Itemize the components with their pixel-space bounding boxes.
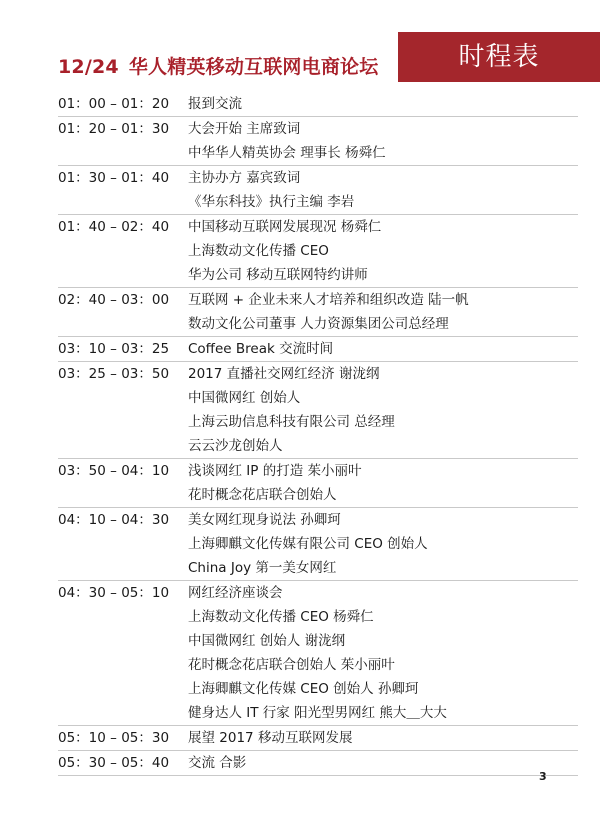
session-detail: 华为公司 移动互联网特约讲师 (188, 267, 368, 283)
time-slot: 03：25 – 03：50 (58, 366, 170, 382)
time-slot: 02：40 – 03：00 (58, 292, 170, 308)
schedule-row (58, 459, 578, 508)
schedule-row (58, 215, 578, 288)
session-detail: 上海数动文化传播 CEO 杨舜仁 (188, 609, 374, 625)
session-detail: 上海卿麒文化传媒 CEO 创始人 孙卿珂 (188, 681, 419, 697)
schedule-badge: 时程表 (398, 32, 600, 82)
session-detail: China Joy 第一美女网红 (188, 560, 337, 576)
session-title: 交流 合影 (188, 755, 247, 771)
session-details (188, 215, 578, 287)
session-detail: 上海云助信息科技有限公司 总经理 (188, 414, 395, 430)
time-slot: 03：10 – 03：25 (58, 341, 170, 357)
session-details (188, 581, 578, 725)
session-detail: 中国微网红 创始人 (188, 390, 301, 406)
page-number: 3 (539, 770, 547, 783)
event-title: 华人精英移动互联网电商论坛 (128, 56, 379, 78)
session-details (188, 117, 578, 165)
schedule-row (58, 581, 578, 726)
session-details (188, 508, 578, 580)
session-details (188, 726, 578, 750)
session-detail: 数动文化公司董事 人力资源集团公司总经理 (188, 316, 449, 332)
session-detail: 中华华人精英协会 理事长 杨舜仁 (188, 145, 386, 161)
schedule-row (58, 751, 578, 776)
session-details (188, 751, 578, 775)
schedule-row (58, 337, 578, 362)
time-slot: 04：10 – 04：30 (58, 512, 170, 528)
session-title: 报到交流 (188, 96, 242, 112)
session-details (188, 166, 578, 214)
session-title: 大会开始 主席致词 (188, 121, 301, 137)
session-details (188, 92, 578, 116)
schedule-row (58, 726, 578, 751)
session-title: 浅谈网红 IP 的打造 茱小丽叶 (188, 463, 362, 479)
time-slot: 04：30 – 05：10 (58, 585, 170, 601)
session-title: 2017 直播社交网红经济 谢泷纲 (188, 366, 380, 382)
session-detail: 《华东科技》执行主编 李岩 (188, 194, 355, 210)
schedule-table (58, 92, 578, 776)
time-slot: 01：20 – 01：30 (58, 121, 170, 137)
session-detail: 云云沙龙创始人 (188, 438, 283, 454)
session-detail: 花时概念花店联合创始人 茱小丽叶 (188, 657, 395, 673)
session-title: 中国移动互联网发展现况 杨舜仁 (188, 219, 382, 235)
schedule-row (58, 117, 578, 166)
session-title: 展望 2017 移动互联网发展 (188, 730, 353, 746)
session-title: 网红经济座谈会 (188, 585, 283, 601)
time-slot: 01：30 – 01：40 (58, 170, 170, 186)
time-slot: 05：30 – 05：40 (58, 755, 170, 771)
session-details (188, 362, 578, 458)
time-slot: 03：50 – 04：10 (58, 463, 170, 479)
schedule-row (58, 362, 578, 459)
session-detail: 上海卿麒文化传媒有限公司 CEO 创始人 (188, 536, 428, 552)
time-slot: 01：40 – 02：40 (58, 219, 170, 235)
session-title: 主协办方 嘉宾致词 (188, 170, 301, 186)
session-details (188, 288, 578, 336)
session-title: 互联网 + 企业未来人才培养和组织改造 陆一帆 (188, 292, 469, 308)
session-detail: 健身达人 IT 行家 阳光型男网红 熊大＿大大 (188, 705, 447, 721)
session-details (188, 337, 578, 361)
session-title: Coffee Break 交流时间 (188, 341, 334, 357)
schedule-row (58, 166, 578, 215)
session-title: 美女网红现身说法 孙卿珂 (188, 512, 341, 528)
schedule-row (58, 508, 578, 581)
time-slot: 01：00 – 01：20 (58, 96, 170, 112)
event-date: 12/24 (58, 56, 119, 78)
session-detail: 中国微网红 创始人 谢泷纲 (188, 633, 346, 649)
session-detail: 花时概念花店联合创始人 (188, 487, 337, 503)
page-title (58, 52, 378, 79)
schedule-row (58, 92, 578, 117)
time-slot: 05：10 – 05：30 (58, 730, 170, 746)
session-details (188, 459, 578, 507)
session-detail: 上海数动文化传播 CEO (188, 243, 329, 259)
schedule-row (58, 288, 578, 337)
